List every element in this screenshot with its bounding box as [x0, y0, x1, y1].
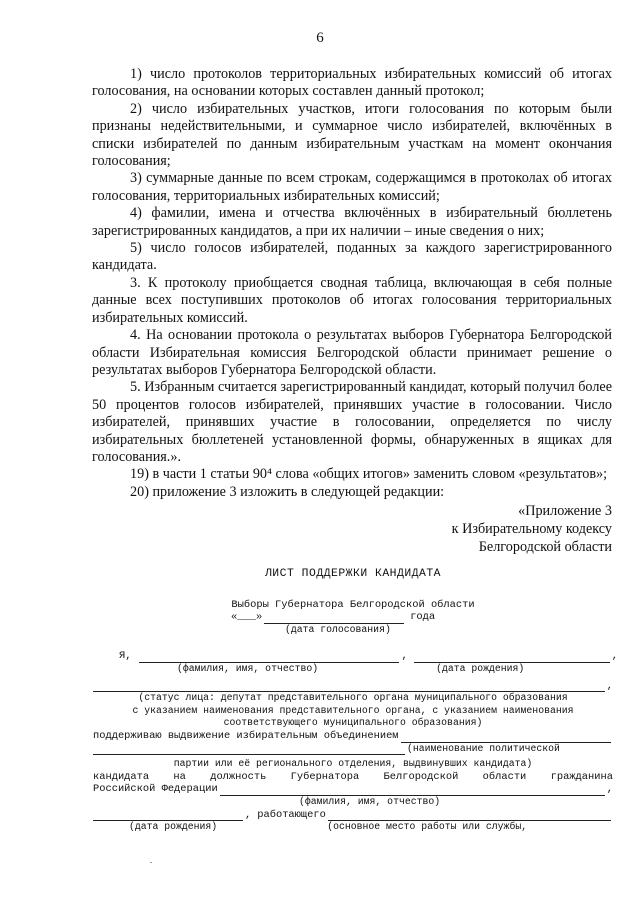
paragraph-item-2: 2) число избирательных участков, итоги голосования по которым были признаны недействительными, и суммарное число избирателей, включённых в списки избирателей по данным избирательным участкам на момент окончания голосования;: [92, 100, 612, 170]
paragraph-amendment-20: 20) приложение 3 изложить в следующей редакции:: [130, 483, 445, 500]
election-date-row: [93, 611, 613, 624]
candidate-word: на: [173, 770, 186, 783]
ya-label: Я,: [119, 650, 132, 663]
candidate-word: Белгородской: [383, 770, 459, 783]
paragraph-item-1: 1) число протоколов территориальных избирательных комиссий об итогах голосования, на основании которых составлен данный протокол;: [92, 66, 612, 100]
scan-speck: [150, 862, 152, 863]
date-day: «___»: [231, 611, 263, 624]
party-field[interactable]: [401, 731, 611, 743]
fio-caption: (фамилия, имя, отчество): [177, 662, 319, 674]
birth-work-row: , работающего: [93, 809, 613, 822]
candidate-word: гражданина: [550, 770, 613, 783]
party-caption-2: партии или её регионального отделения, выдвинувших кандидата): [173, 758, 533, 770]
candidate-fio-field[interactable]: [220, 784, 605, 796]
party-caption-row: [93, 743, 613, 756]
status-caption-3: соответствующего муниципального образования): [223, 717, 483, 729]
support-sheet-form: [93, 568, 618, 834]
status-caption-1: (статус лица: депутат представительного органа муниципального образования: [138, 692, 568, 704]
paragraph-item-4: 4) фамилии, имена и отчества включённых в избирательный бюллетень зарегистрированных кандидатов, а при их наличии – иные сведения о них;: [92, 205, 612, 239]
rf-label: Российской Федерации: [93, 783, 218, 796]
page-number: 6: [316, 30, 324, 46]
birth-date-field[interactable]: [414, 651, 610, 663]
paragraph-section-4: 4. На основании протокола о результатах выборов Губернатора Белгородской области Избирательная комиссия Белгородской области принимает решение о результатах выборов Губернатора Белгородской области.: [92, 327, 612, 378]
candidate-word: должность: [210, 770, 267, 783]
appendix-line: Белгородской области: [478, 539, 612, 556]
candidate-birth-field[interactable]: [93, 809, 243, 821]
appendix-line: к Избирательному кодексу: [451, 521, 612, 538]
work-caption: (основное место работы или службы,: [327, 821, 528, 833]
appendix-heading: [92, 502, 612, 556]
year-label: года: [410, 611, 436, 624]
fio-row: Я, , ,: [119, 650, 618, 663]
candidate-word: Губернатора: [290, 770, 360, 783]
status-field[interactable]: [93, 680, 605, 692]
birth-caption: (дата рождения): [436, 662, 525, 674]
support-row: [93, 730, 613, 743]
paragraph-section-5: 5. Избранным считается зарегистрированный кандидат, который получил более 50 процентов голосов избирателей, принявших участие в голосовании. Число избирателей, принявших участие в голосовании, определяется по числу избирательных бюллетеней установленной формы, обнаруженных в ящиках для голосования.».: [92, 379, 612, 465]
candidate-word: области: [482, 770, 527, 783]
paragraph-section-3: 3. К протоколу приобщается сводная таблица, включающая в себя полные данные всех поступивших протоколов об итогах голосования территориальных избирательных комиссий.: [92, 274, 612, 326]
candidate-word: кандидата: [93, 770, 150, 783]
working-label: работающего: [257, 808, 326, 821]
date-caption: (дата голосования): [285, 623, 391, 635]
election-name: Выборы Губернатора Белгородской области: [231, 598, 475, 611]
document-body: [92, 66, 612, 556]
date-field[interactable]: [264, 612, 404, 624]
birth-work-caption-row: [93, 821, 613, 834]
form-title: ЛИСТ ПОДДЕРЖКИ КАНДИДАТА: [264, 568, 442, 580]
birth-caption-2: (дата рождения): [129, 821, 218, 833]
fio-field[interactable]: [139, 651, 399, 663]
paragraph-item-3: 3) суммарные данные по всем строкам, содержащимся в протоколах об итогах голосования, территориальных избирательных комиссий;: [92, 170, 612, 204]
fio-caption-2: (фамилия, имя, отчество): [299, 795, 441, 807]
rf-row: Российской Федерации ,: [93, 783, 613, 796]
paragraph-amendment-19: 19) в части 1 статьи 90⁴ слова «общих итогов» заменить словом «результатов»;: [130, 466, 608, 483]
paragraph-item-5: 5) число голосов избирателей, поданных за каждого зарегистрированного кандидата.: [92, 240, 612, 274]
work-place-field[interactable]: [328, 809, 611, 821]
fio-caption-row: [93, 663, 613, 676]
support-text: поддерживаю выдвижение избирательным объединением: [93, 729, 399, 742]
party-field-2[interactable]: [93, 743, 405, 755]
candidate-row: [93, 771, 613, 784]
status-row: ,: [93, 680, 613, 693]
status-caption-2: с указанием наименования представительного органа, с указанием наименования: [132, 704, 574, 716]
party-caption: (наименование политической: [407, 742, 560, 754]
appendix-line: «Приложение 3: [518, 503, 612, 520]
